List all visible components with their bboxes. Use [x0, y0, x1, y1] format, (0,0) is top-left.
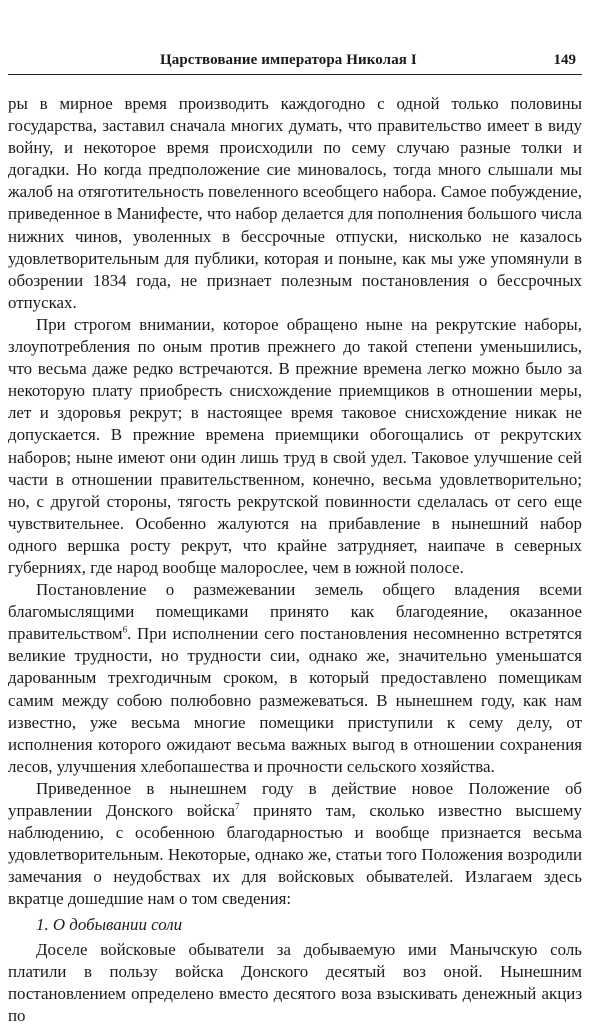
- paragraph-3-text-a: Постановление о размежевании земель общего владения всеми благомыслящими помещиками принято как благодеяние, оказанное правительством: [8, 580, 582, 644]
- section-subheading: 1. О добывании соли: [36, 915, 183, 935]
- body-text: [8, 93, 582, 1027]
- paragraph-4: [8, 778, 582, 911]
- paragraph-1: ры в мирное время производить каждогодно с одной только половины государства, заставил сначала многих думать, что правительство имеет в виду войну, и некоторое время происходили по сему случаю разные толки и догадки. Но когда предположение сие миновалось, тогда много слышали мы жалоб на отяготительность повеленного всеобщего набора. Самое побуждение, приведенное в Манифесте, что набор делается для пополнения большого числа нижних чинов, уволенных в бессрочные отпуски, нисколько не казалось удовлетворительным для публики, которая и поныне, как мы уже упомянули в обозрении 1834 года, не признает полезным постановления о бессрочных отпусках.: [8, 94, 582, 312]
- paragraph-3: [8, 579, 582, 778]
- paragraph-4-text-a: Приведенное в нынешнем году в действие новое Положение об управлении Донского войска: [8, 778, 582, 820]
- footnote-marker-7: 7: [235, 801, 240, 812]
- paragraph-2: При строгом внимании, которое обращено ныне на рекрутские наборы, злоупотребления по оным против прежнего до такой степени уменьшились, что весьма даже редко встречаются. В прежние времена легко можно было за некоторую плату приобресть снисхождение приемщиков в отношении меры, лет и здоровья рекрут; в настоящее время таковое снисхождение никак не допускается. В прежние времена приемщики обогощались от рекрутских наборов; ныне имеют они один лишь труд в свой удел. Таковое улучшение сей части в отношении правительственном, конечно, весьма удовлетворительно; но, с другой стороны, тягость рекрутской повинности сделалась от сего еще чувствительнее. Особенно жалуются на прибавление в нынешний набор одного вершка росту рекрут, что крайне затрудняет, наипаче в северных губерниях, где народ вообще малорослее, чем в южной полосе.: [8, 314, 582, 577]
- page-number: 149: [553, 52, 576, 68]
- footnote-marker-6: 6: [122, 624, 128, 635]
- running-header-title: Царствование императора Николая I: [160, 52, 417, 68]
- running-header: [8, 46, 582, 75]
- paragraph-4-text-b: принято там, сколько известно высшему наблюдению, с особенною благодарностью и вообще признается весьма удовлетворительным. Некоторые, однако же, статьи того Положения возродили замечания о неудобствах их для войсковых обывателей. Излагаем здесь вкратце дошедшие нам о том сведения:: [8, 801, 582, 909]
- paragraph-5: Доселе войсковые обыватели за добываемую ими Манычскую соль платили в пользу войска Донского десятый воз оной. Нынешним постановлением определено вместо десятого воза взыскивать денежный акциз по: [8, 939, 582, 1025]
- paragraph-3-text-b: . При исполнении сего постановления несомненно встретятся великие трудности, но трудности сии, однако же, значительно уменьшатся дарованным трехгодичным сроком, в который предоставлено помещикам самим между собою полюбовно размежеваться. В нынешнем году, как нам известно, уже весьма многие помещики приступили к сему делу, от исполнения которого ожидают весьма важных выгод в отношении сохранения лесов, улучшения хлебопашества и прочности сельского хозяйства.: [8, 624, 582, 776]
